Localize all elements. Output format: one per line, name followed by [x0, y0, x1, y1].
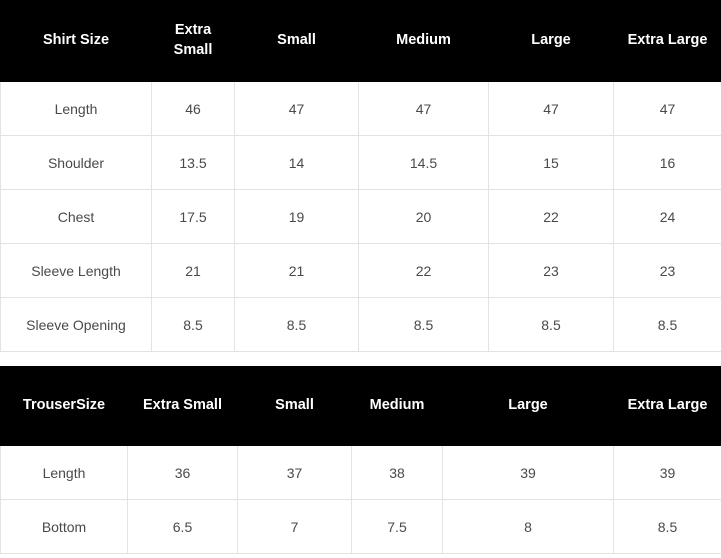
cell-length-m: 47 — [359, 82, 489, 136]
shirt-header-medium: Medium — [359, 1, 489, 82]
row-label-trouser-bottom: Bottom — [1, 500, 128, 554]
trouser-size-table — [0, 366, 721, 554]
cell-chest-xl: 24 — [614, 190, 721, 244]
table-row — [1, 446, 721, 500]
cell-shoulder-s: 14 — [235, 136, 359, 190]
cell-trouser-length-xs: 36 — [128, 446, 238, 500]
cell-sleeve-opening-xs: 8.5 — [152, 298, 235, 352]
cell-length-xl: 47 — [614, 82, 721, 136]
table-row — [1, 244, 721, 298]
trouser-header-small: Small — [238, 367, 352, 446]
trouser-header-medium: Medium — [352, 367, 443, 446]
table-row — [1, 82, 721, 136]
cell-trouser-bottom-xl: 8.5 — [614, 500, 721, 554]
cell-sleeve-length-s: 21 — [235, 244, 359, 298]
table-row — [1, 190, 721, 244]
cell-chest-s: 19 — [235, 190, 359, 244]
shirt-header-small: Small — [235, 1, 359, 82]
cell-trouser-bottom-l: 8 — [443, 500, 614, 554]
row-label-shoulder: Shoulder — [1, 136, 152, 190]
cell-sleeve-length-xs: 21 — [152, 244, 235, 298]
cell-shoulder-xl: 16 — [614, 136, 721, 190]
cell-chest-l: 22 — [489, 190, 614, 244]
row-label-length: Length — [1, 82, 152, 136]
trouser-header-size: TrouserSize — [1, 367, 128, 446]
cell-sleeve-length-xl: 23 — [614, 244, 721, 298]
cell-trouser-length-s: 37 — [238, 446, 352, 500]
cell-trouser-length-l: 39 — [443, 446, 614, 500]
shirt-header-size: Shirt Size — [1, 1, 152, 82]
trouser-header-extra-small: Extra Small — [128, 367, 238, 446]
trouser-table-body — [1, 446, 721, 554]
trouser-header-extra-large: Extra Large — [614, 367, 721, 446]
row-label-trouser-length: Length — [1, 446, 128, 500]
table-header-row — [1, 367, 721, 446]
cell-length-s: 47 — [235, 82, 359, 136]
table-row — [1, 136, 721, 190]
cell-trouser-bottom-xs: 6.5 — [128, 500, 238, 554]
cell-trouser-length-m: 38 — [352, 446, 443, 500]
cell-length-l: 47 — [489, 82, 614, 136]
table-row — [1, 298, 721, 352]
table-header-row — [1, 1, 721, 82]
cell-chest-m: 20 — [359, 190, 489, 244]
cell-sleeve-opening-s: 8.5 — [235, 298, 359, 352]
row-label-sleeve-length: Sleeve Length — [1, 244, 152, 298]
cell-chest-xs: 17.5 — [152, 190, 235, 244]
trouser-table-header — [1, 367, 721, 446]
table-row — [1, 500, 721, 554]
cell-trouser-length-xl: 39 — [614, 446, 721, 500]
trouser-header-large: Large — [443, 367, 614, 446]
shirt-header-extra-small: Extra Small — [152, 1, 235, 82]
cell-sleeve-opening-xl: 8.5 — [614, 298, 721, 352]
cell-length-xs: 46 — [152, 82, 235, 136]
shirt-table-body — [1, 82, 721, 352]
table-separator — [0, 352, 721, 366]
cell-sleeve-length-l: 23 — [489, 244, 614, 298]
cell-sleeve-opening-l: 8.5 — [489, 298, 614, 352]
cell-trouser-bottom-m: 7.5 — [352, 500, 443, 554]
row-label-sleeve-opening: Sleeve Opening — [1, 298, 152, 352]
row-label-chest: Chest — [1, 190, 152, 244]
cell-trouser-bottom-s: 7 — [238, 500, 352, 554]
cell-shoulder-m: 14.5 — [359, 136, 489, 190]
cell-shoulder-l: 15 — [489, 136, 614, 190]
cell-shoulder-xs: 13.5 — [152, 136, 235, 190]
shirt-header-large: Large — [489, 1, 614, 82]
cell-sleeve-length-m: 22 — [359, 244, 489, 298]
shirt-table-header — [1, 1, 721, 82]
shirt-header-extra-large: Extra Large — [614, 1, 721, 82]
cell-sleeve-opening-m: 8.5 — [359, 298, 489, 352]
